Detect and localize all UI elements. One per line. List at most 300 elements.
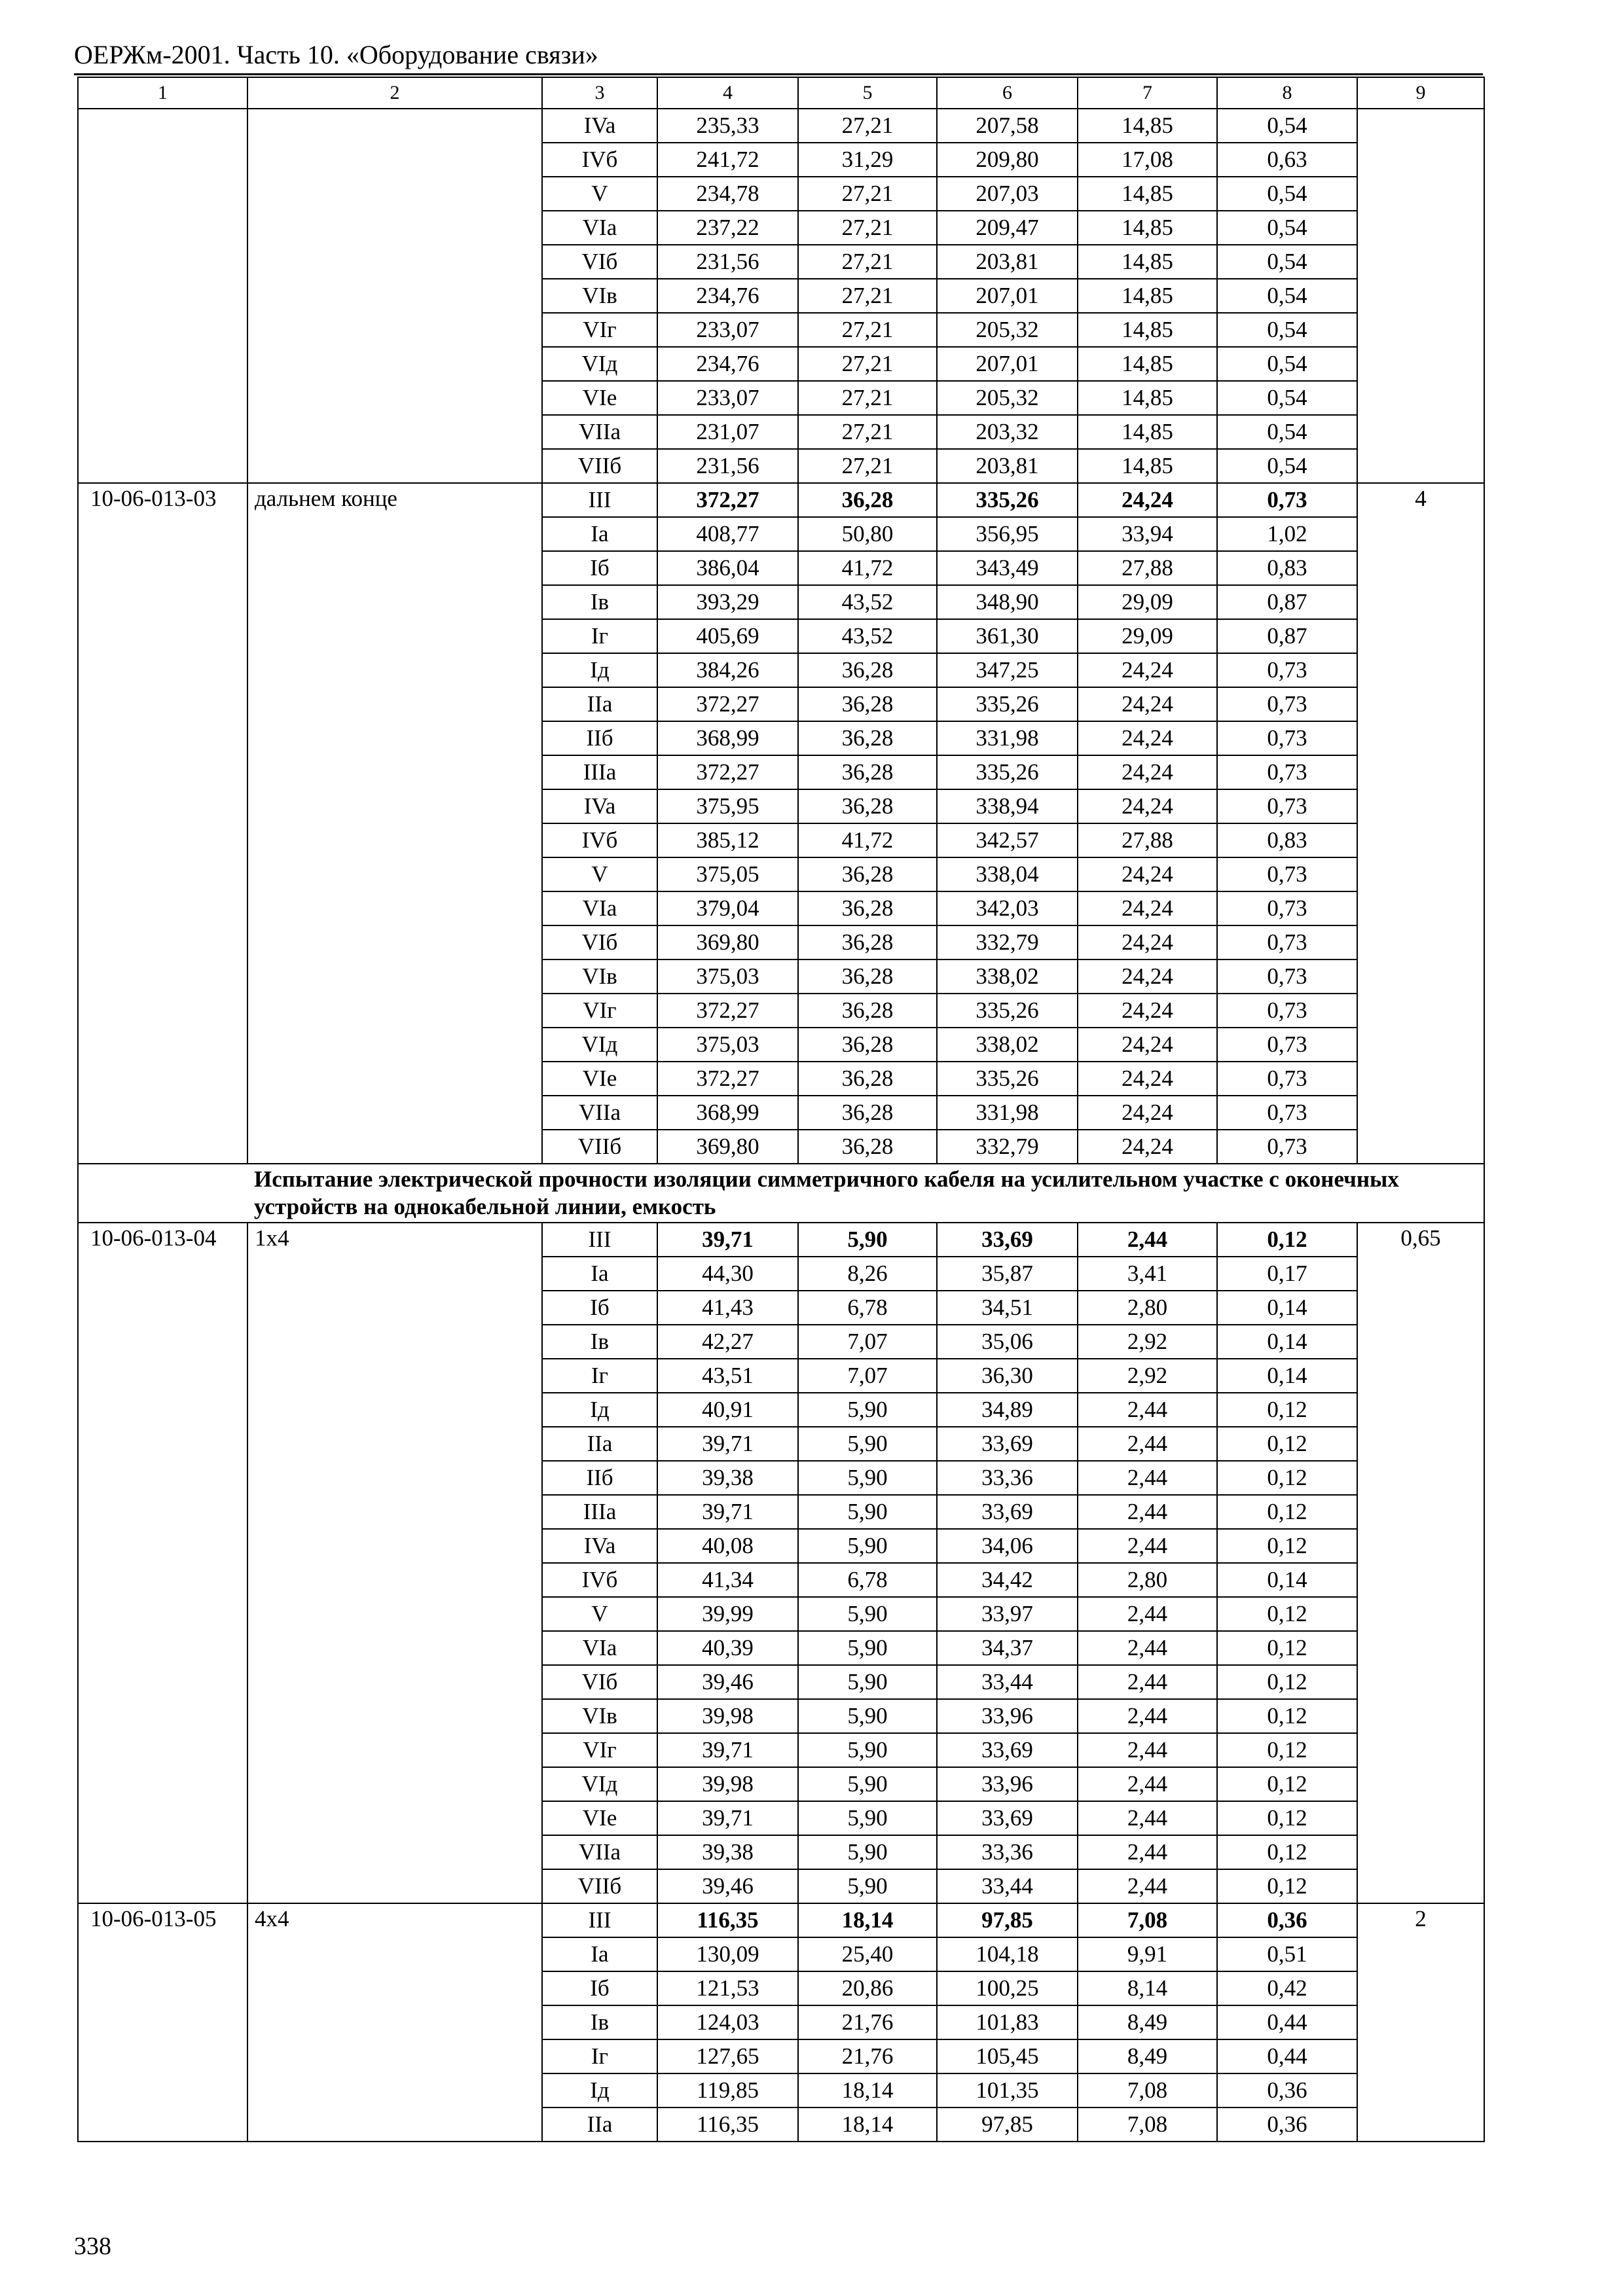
machinist-wages: 29,09	[1078, 619, 1217, 653]
zone-label: IIa	[542, 1427, 657, 1461]
machinist-wages: 24,24	[1078, 857, 1217, 891]
machine-cost: 104,18	[937, 1937, 1078, 1971]
machinist-wages: 7,08	[1078, 1903, 1217, 1937]
table-row	[78, 109, 1484, 143]
wages: 5,90	[798, 1393, 937, 1427]
materials-cost: 0,14	[1217, 1291, 1357, 1325]
zone-label: VIIб	[542, 449, 657, 483]
machine-cost: 205,32	[937, 313, 1078, 347]
zone-label: IVб	[542, 143, 657, 177]
wages: 5,90	[798, 1869, 937, 1903]
wages: 7,07	[798, 1359, 937, 1393]
materials-cost: 0,12	[1217, 1223, 1357, 1257]
wages: 36,28	[798, 1062, 937, 1096]
total-cost: 233,07	[657, 313, 798, 347]
wages: 8,26	[798, 1257, 937, 1291]
zone-label: IIa	[542, 687, 657, 721]
machine-cost: 347,25	[937, 653, 1078, 687]
machinist-wages: 24,24	[1078, 960, 1217, 994]
machine-cost: 33,69	[937, 1427, 1078, 1461]
column-number: 2	[247, 77, 542, 109]
total-cost: 372,27	[657, 483, 798, 517]
materials-cost: 0,54	[1217, 415, 1357, 449]
materials-cost: 0,12	[1217, 1835, 1357, 1869]
wages: 27,21	[798, 245, 937, 279]
machinist-wages: 7,08	[1078, 2073, 1217, 2108]
work-name: 4x4	[247, 1903, 542, 2142]
materials-cost: 0,73	[1217, 1062, 1357, 1096]
materials-cost: 0,73	[1217, 960, 1357, 994]
materials-cost: 0,54	[1217, 245, 1357, 279]
total-cost: 127,65	[657, 2039, 798, 2073]
wages: 5,90	[798, 1427, 937, 1461]
materials-cost: 0,54	[1217, 177, 1357, 211]
zone-label: V	[542, 857, 657, 891]
machine-cost: 338,04	[937, 857, 1078, 891]
wages: 20,86	[798, 1971, 937, 2005]
machinist-wages: 2,44	[1078, 1699, 1217, 1733]
column-number: 9	[1357, 77, 1484, 109]
machine-cost: 105,45	[937, 2039, 1078, 2073]
total-cost: 39,71	[657, 1733, 798, 1767]
machinist-wages: 14,85	[1078, 245, 1217, 279]
machinist-wages: 24,24	[1078, 925, 1217, 960]
machinist-wages: 14,85	[1078, 279, 1217, 313]
materials-cost: 0,14	[1217, 1325, 1357, 1359]
machinist-wages: 8,14	[1078, 1971, 1217, 2005]
total-cost: 372,27	[657, 687, 798, 721]
materials-cost: 1,02	[1217, 517, 1357, 551]
machine-cost: 338,02	[937, 960, 1078, 994]
column-number-row	[78, 77, 1484, 109]
materials-cost: 0,44	[1217, 2005, 1357, 2039]
wages: 7,07	[798, 1325, 937, 1359]
machine-cost: 36,30	[937, 1359, 1078, 1393]
wages: 5,90	[798, 1529, 937, 1563]
wages: 6,78	[798, 1291, 937, 1325]
zone-label: VIб	[542, 1665, 657, 1699]
materials-cost: 0,54	[1217, 347, 1357, 381]
zone-label: III	[542, 1903, 657, 1937]
total-cost: 393,29	[657, 585, 798, 619]
total-cost: 234,76	[657, 347, 798, 381]
materials-cost: 0,54	[1217, 381, 1357, 415]
zone-label: Ia	[542, 1937, 657, 1971]
materials-cost: 0,73	[1217, 483, 1357, 517]
machinist-wages: 2,92	[1078, 1325, 1217, 1359]
wages: 5,90	[798, 1597, 937, 1631]
machine-cost: 33,69	[937, 1495, 1078, 1529]
materials-cost: 0,12	[1217, 1733, 1357, 1767]
total-cost: 408,77	[657, 517, 798, 551]
wages: 25,40	[798, 1937, 937, 1971]
machine-cost: 35,87	[937, 1257, 1078, 1291]
wages: 27,21	[798, 415, 937, 449]
machine-cost: 33,44	[937, 1869, 1078, 1903]
zone-label: IIб	[542, 1461, 657, 1495]
materials-cost: 0,12	[1217, 1427, 1357, 1461]
machine-cost: 335,26	[937, 755, 1078, 789]
wages: 27,21	[798, 313, 937, 347]
total-cost: 385,12	[657, 823, 798, 857]
machine-cost: 331,98	[937, 1096, 1078, 1130]
materials-cost: 0,42	[1217, 1971, 1357, 2005]
wages: 36,28	[798, 1096, 937, 1130]
materials-cost: 0,12	[1217, 1699, 1357, 1733]
total-cost: 386,04	[657, 551, 798, 585]
page-number: 338	[74, 2233, 111, 2260]
wages: 36,28	[798, 483, 937, 517]
materials-cost: 0,12	[1217, 1631, 1357, 1665]
materials-cost: 0,73	[1217, 755, 1357, 789]
table-body	[78, 77, 1484, 2142]
column-number: 8	[1217, 77, 1357, 109]
total-cost: 379,04	[657, 891, 798, 925]
zone-label: Iг	[542, 619, 657, 653]
wages: 36,28	[798, 994, 937, 1028]
total-cost: 234,76	[657, 279, 798, 313]
zone-label: VIIa	[542, 1096, 657, 1130]
machinist-wages: 24,24	[1078, 789, 1217, 823]
machinist-wages: 2,44	[1078, 1529, 1217, 1563]
total-cost: 369,80	[657, 1130, 798, 1164]
machine-cost: 342,03	[937, 891, 1078, 925]
machine-cost: 34,89	[937, 1393, 1078, 1427]
page-header	[74, 37, 1483, 75]
zone-label: VIa	[542, 891, 657, 925]
machine-cost: 207,01	[937, 347, 1078, 381]
machinist-wages: 24,24	[1078, 483, 1217, 517]
materials-cost: 0,12	[1217, 1597, 1357, 1631]
total-cost: 368,99	[657, 1096, 798, 1130]
wages: 5,90	[798, 1223, 937, 1257]
zone-label: Iв	[542, 2005, 657, 2039]
materials-cost: 0,87	[1217, 585, 1357, 619]
machine-cost: 101,35	[937, 2073, 1078, 2108]
wages: 36,28	[798, 687, 937, 721]
machinist-wages: 8,49	[1078, 2039, 1217, 2073]
materials-cost: 0,12	[1217, 1801, 1357, 1835]
zone-label: Ia	[542, 517, 657, 551]
machinist-wages: 27,88	[1078, 551, 1217, 585]
materials-cost: 0,73	[1217, 994, 1357, 1028]
wages: 5,90	[798, 1835, 937, 1869]
machine-cost: 361,30	[937, 619, 1078, 653]
zone-label: Iб	[542, 1291, 657, 1325]
zone-label: IVб	[542, 1563, 657, 1597]
machinist-wages: 2,44	[1078, 1665, 1217, 1699]
machinist-wages: 3,41	[1078, 1257, 1217, 1291]
machinist-wages: 14,85	[1078, 313, 1217, 347]
materials-cost: 0,36	[1217, 1903, 1357, 1937]
machine-cost: 97,85	[937, 1903, 1078, 1937]
machine-cost: 33,69	[937, 1801, 1078, 1835]
wages: 36,28	[798, 1130, 937, 1164]
materials-cost: 0,73	[1217, 653, 1357, 687]
materials-cost: 0,87	[1217, 619, 1357, 653]
wages: 50,80	[798, 517, 937, 551]
zone-label: VIб	[542, 245, 657, 279]
wages: 5,90	[798, 1733, 937, 1767]
total-cost: 39,46	[657, 1869, 798, 1903]
rate-code	[78, 109, 247, 483]
wages: 36,28	[798, 789, 937, 823]
total-cost: 44,30	[657, 1257, 798, 1291]
total-cost: 241,72	[657, 143, 798, 177]
machinist-wages: 33,94	[1078, 517, 1217, 551]
column-number: 1	[78, 77, 247, 109]
materials-cost: 0,12	[1217, 1767, 1357, 1801]
machine-cost: 209,80	[937, 143, 1078, 177]
total-cost: 368,99	[657, 721, 798, 755]
total-cost: 39,46	[657, 1665, 798, 1699]
materials-cost: 0,73	[1217, 1028, 1357, 1062]
wages: 43,52	[798, 585, 937, 619]
machinist-wages: 14,85	[1078, 109, 1217, 143]
labor-cost	[1357, 109, 1484, 483]
zone-label: IIIa	[542, 755, 657, 789]
total-cost: 119,85	[657, 2073, 798, 2108]
total-cost: 121,53	[657, 1971, 798, 2005]
materials-cost: 0,14	[1217, 1359, 1357, 1393]
rate-code: 10-06-013-03	[78, 483, 247, 1164]
document-title: ОЕРЖм-2001. Часть 10. «Оборудование связи»	[74, 40, 598, 69]
total-cost: 39,38	[657, 1835, 798, 1869]
materials-cost: 0,73	[1217, 721, 1357, 755]
zone-label: VIв	[542, 1699, 657, 1733]
wages: 31,29	[798, 143, 937, 177]
machine-cost: 335,26	[937, 687, 1078, 721]
table-row	[78, 1903, 1484, 1937]
materials-cost: 0,12	[1217, 1529, 1357, 1563]
machinist-wages: 2,44	[1078, 1733, 1217, 1767]
zone-label: VIa	[542, 211, 657, 245]
zone-label: VIг	[542, 313, 657, 347]
wages: 43,52	[798, 619, 937, 653]
wages: 18,14	[798, 2108, 937, 2142]
machine-cost: 34,51	[937, 1291, 1078, 1325]
machine-cost: 97,85	[937, 2108, 1078, 2142]
total-cost: 375,03	[657, 960, 798, 994]
total-cost: 384,26	[657, 653, 798, 687]
machinist-wages: 2,44	[1078, 1835, 1217, 1869]
total-cost: 372,27	[657, 1062, 798, 1096]
machinist-wages: 14,85	[1078, 415, 1217, 449]
total-cost: 372,27	[657, 994, 798, 1028]
labor-cost: 2	[1357, 1903, 1484, 2142]
wages: 6,78	[798, 1563, 937, 1597]
zone-label: VIд	[542, 1028, 657, 1062]
machinist-wages: 24,24	[1078, 1028, 1217, 1062]
zone-label: Iв	[542, 1325, 657, 1359]
total-cost: 375,95	[657, 789, 798, 823]
materials-cost: 0,73	[1217, 687, 1357, 721]
column-number: 6	[937, 77, 1078, 109]
total-cost: 39,71	[657, 1223, 798, 1257]
machinist-wages: 14,85	[1078, 347, 1217, 381]
materials-cost: 0,54	[1217, 279, 1357, 313]
materials-cost: 0,51	[1217, 1937, 1357, 1971]
wages: 36,28	[798, 755, 937, 789]
machinist-wages: 24,24	[1078, 1130, 1217, 1164]
column-number: 3	[542, 77, 657, 109]
machine-cost: 207,03	[937, 177, 1078, 211]
wages: 5,90	[798, 1801, 937, 1835]
materials-cost: 0,73	[1217, 1130, 1357, 1164]
machinist-wages: 2,44	[1078, 1495, 1217, 1529]
zone-label: Iд	[542, 1393, 657, 1427]
machinist-wages: 14,85	[1078, 381, 1217, 415]
zone-label: IVa	[542, 109, 657, 143]
materials-cost: 0,36	[1217, 2073, 1357, 2108]
machine-cost: 33,96	[937, 1699, 1078, 1733]
section-title: Испытание электрической прочности изоляции симметричного кабеля на усилительном участке с оконечных устройств на однокабельной линии, емкость	[247, 1164, 1484, 1223]
zone-label: III	[542, 1223, 657, 1257]
machinist-wages: 2,44	[1078, 1393, 1217, 1427]
zone-label: VIIa	[542, 1835, 657, 1869]
machine-cost: 342,57	[937, 823, 1078, 857]
wages: 36,28	[798, 857, 937, 891]
machine-cost: 338,02	[937, 1028, 1078, 1062]
materials-cost: 0,83	[1217, 551, 1357, 585]
column-number: 7	[1078, 77, 1217, 109]
machine-cost: 335,26	[937, 483, 1078, 517]
materials-cost: 0,73	[1217, 925, 1357, 960]
zone-label: VIб	[542, 925, 657, 960]
total-cost: 40,08	[657, 1529, 798, 1563]
machinist-wages: 24,24	[1078, 653, 1217, 687]
machinist-wages: 14,85	[1078, 211, 1217, 245]
total-cost: 130,09	[657, 1937, 798, 1971]
machine-cost: 34,42	[937, 1563, 1078, 1597]
zone-label: VIe	[542, 1062, 657, 1096]
machine-cost: 205,32	[937, 381, 1078, 415]
zone-label: Iб	[542, 1971, 657, 2005]
wages: 41,72	[798, 823, 937, 857]
wages: 5,90	[798, 1767, 937, 1801]
machinist-wages: 2,44	[1078, 1801, 1217, 1835]
materials-cost: 0,12	[1217, 1495, 1357, 1529]
total-cost: 39,99	[657, 1597, 798, 1631]
zone-label: VIд	[542, 347, 657, 381]
total-cost: 234,78	[657, 177, 798, 211]
zone-label: VIe	[542, 1801, 657, 1835]
total-cost: 39,38	[657, 1461, 798, 1495]
machinist-wages: 27,88	[1078, 823, 1217, 857]
zone-label: IIa	[542, 2108, 657, 2142]
zone-label: VIг	[542, 1733, 657, 1767]
wages: 36,28	[798, 891, 937, 925]
machinist-wages: 24,24	[1078, 721, 1217, 755]
zone-label: VIIб	[542, 1869, 657, 1903]
machine-cost: 33,97	[937, 1597, 1078, 1631]
total-cost: 231,56	[657, 245, 798, 279]
materials-cost: 0,12	[1217, 1869, 1357, 1903]
machinist-wages: 2,44	[1078, 1767, 1217, 1801]
zone-label: IVб	[542, 823, 657, 857]
materials-cost: 0,12	[1217, 1393, 1357, 1427]
machinist-wages: 29,09	[1078, 585, 1217, 619]
materials-cost: 0,36	[1217, 2108, 1357, 2142]
machinist-wages: 24,24	[1078, 994, 1217, 1028]
machine-cost: 335,26	[937, 1062, 1078, 1096]
total-cost: 41,34	[657, 1563, 798, 1597]
wages: 27,21	[798, 279, 937, 313]
zone-label: VIд	[542, 1767, 657, 1801]
zone-label: IIIa	[542, 1495, 657, 1529]
materials-cost: 0,83	[1217, 823, 1357, 857]
machinist-wages: 24,24	[1078, 891, 1217, 925]
wages: 18,14	[798, 1903, 937, 1937]
machine-cost: 33,44	[937, 1665, 1078, 1699]
materials-cost: 0,54	[1217, 449, 1357, 483]
machine-cost: 33,69	[937, 1733, 1078, 1767]
machine-cost: 331,98	[937, 721, 1078, 755]
column-number: 5	[798, 77, 937, 109]
total-cost: 40,91	[657, 1393, 798, 1427]
total-cost: 237,22	[657, 211, 798, 245]
total-cost: 39,98	[657, 1699, 798, 1733]
total-cost: 41,43	[657, 1291, 798, 1325]
materials-cost: 0,73	[1217, 789, 1357, 823]
total-cost: 369,80	[657, 925, 798, 960]
total-cost: 116,35	[657, 2108, 798, 2142]
machine-cost: 207,01	[937, 279, 1078, 313]
total-cost: 375,03	[657, 1028, 798, 1062]
machine-cost: 209,47	[937, 211, 1078, 245]
price-table	[77, 77, 1485, 2142]
wages: 36,28	[798, 925, 937, 960]
labor-cost: 4	[1357, 483, 1484, 1164]
machine-cost: 356,95	[937, 517, 1078, 551]
rate-code: 10-06-013-04	[78, 1223, 247, 1903]
zone-label: VIг	[542, 994, 657, 1028]
zone-label: IVa	[542, 789, 657, 823]
wages: 36,28	[798, 721, 937, 755]
wages: 36,28	[798, 653, 937, 687]
total-cost: 231,07	[657, 415, 798, 449]
machine-cost: 203,81	[937, 449, 1078, 483]
wages: 18,14	[798, 2073, 937, 2108]
machinist-wages: 2,44	[1078, 1597, 1217, 1631]
section-spacer	[78, 1164, 247, 1223]
zone-label: VIв	[542, 960, 657, 994]
wages: 5,90	[798, 1699, 937, 1733]
zone-label: IVa	[542, 1529, 657, 1563]
materials-cost: 0,54	[1217, 313, 1357, 347]
machine-cost: 338,94	[937, 789, 1078, 823]
wages: 27,21	[798, 211, 937, 245]
total-cost: 39,71	[657, 1427, 798, 1461]
total-cost: 124,03	[657, 2005, 798, 2039]
labor-cost: 0,65	[1357, 1223, 1484, 1903]
machinist-wages: 7,08	[1078, 2108, 1217, 2142]
materials-cost: 0,14	[1217, 1563, 1357, 1597]
machinist-wages: 2,80	[1078, 1563, 1217, 1597]
machine-cost: 101,83	[937, 2005, 1078, 2039]
materials-cost: 0,44	[1217, 2039, 1357, 2073]
total-cost: 235,33	[657, 109, 798, 143]
rate-code: 10-06-013-05	[78, 1903, 247, 2142]
total-cost: 231,56	[657, 449, 798, 483]
zone-label: VIIб	[542, 1130, 657, 1164]
machine-cost: 203,32	[937, 415, 1078, 449]
machine-cost: 35,06	[937, 1325, 1078, 1359]
machine-cost: 207,58	[937, 109, 1078, 143]
materials-cost: 0,73	[1217, 891, 1357, 925]
zone-label: Iб	[542, 551, 657, 585]
machinist-wages: 14,85	[1078, 449, 1217, 483]
